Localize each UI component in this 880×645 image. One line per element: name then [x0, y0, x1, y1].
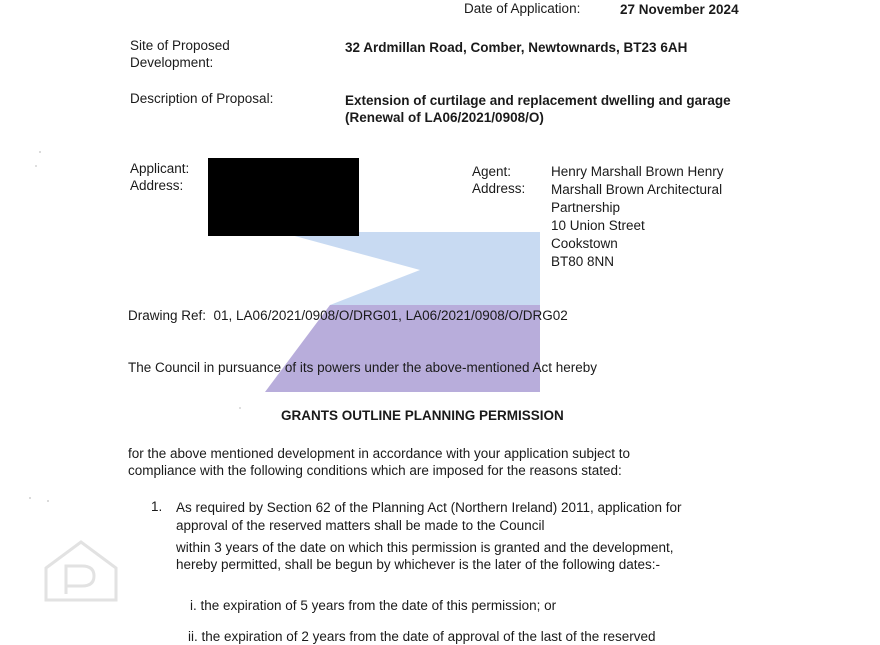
- site-label-line2: Development:: [130, 55, 214, 70]
- applicant-label: Applicant:: [130, 161, 190, 176]
- sub-item-i: i. the expiration of 5 years from the date of this permission; or: [190, 598, 557, 613]
- agent-line: Partnership: [551, 200, 621, 215]
- site-value: 32 Ardmillan Road, Comber, Newtownards, BT23 6AH: [345, 40, 688, 55]
- agent-line: Cookstown: [551, 236, 618, 251]
- intro-line1: for the above mentioned development in accordance with your application subject to: [128, 446, 631, 461]
- description-value-line1: Extension of curtilage and replacement dwelling and garage: [345, 93, 731, 108]
- agent-label: Agent:: [472, 164, 512, 179]
- description-value-line2: (Renewal of LA06/2021/0908/O): [345, 110, 544, 125]
- date-label: Date of Application:: [464, 1, 581, 16]
- grant-heading: GRANTS OUTLINE PLANNING PERMISSION: [281, 408, 564, 423]
- intro-line2: compliance with the following conditions which are imposed for the reasons stated:: [128, 463, 622, 478]
- condition-line4: hereby permitted, shall be begun by whichever is the later of the following dates:-: [176, 557, 661, 572]
- agent-line: Henry Marshall Brown Henry: [551, 164, 724, 179]
- drawing-ref: Drawing Ref: 01, LA06/2021/0908/O/DRG01, LA06/2021/0908/O/DRG02: [128, 308, 568, 323]
- site-label-line1: Site of Proposed: [130, 38, 230, 53]
- agent-line: BT80 8NN: [551, 254, 615, 269]
- council-text: The Council in pursuance of its powers under the above-mentioned Act hereby: [128, 360, 598, 375]
- condition-number: 1.: [151, 499, 163, 514]
- condition-line1: As required by Section 62 of the Planning Act (Northern Ireland) 2011, application for: [176, 500, 682, 515]
- agent-line: 10 Union Street: [551, 218, 645, 233]
- applicant-address-label: Address:: [130, 178, 184, 193]
- description-label: Description of Proposal:: [130, 91, 274, 106]
- condition-line2: approval of the reserved matters shall be made to the Council: [176, 518, 545, 533]
- agent-address-label: Address:: [472, 181, 526, 196]
- sub-item-ii: ii. the expiration of 2 years from the date of approval of the last of the reserved: [188, 629, 656, 644]
- condition-line3: within 3 years of the date on which this permission is granted and the development,: [176, 540, 674, 555]
- agent-line: Marshall Brown Architectural: [551, 182, 723, 197]
- date-value: 27 November 2024: [620, 2, 739, 17]
